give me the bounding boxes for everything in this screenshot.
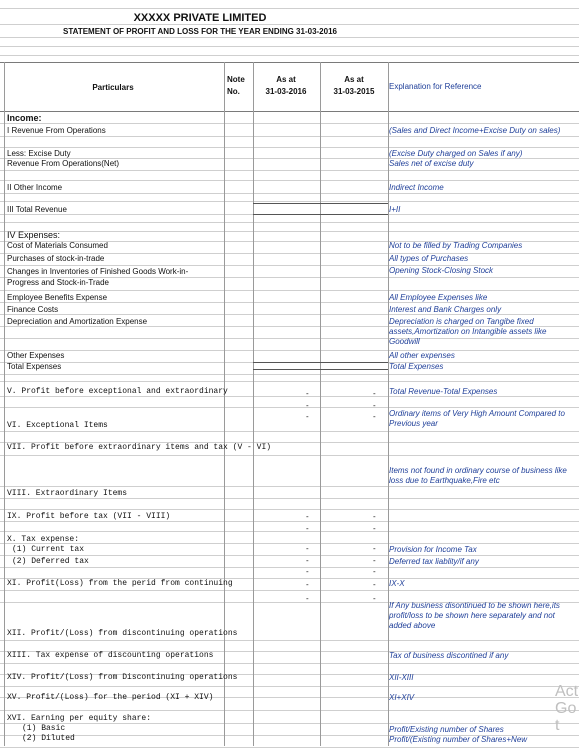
row-revenue-from-operations: I Revenue From Operations bbox=[7, 126, 106, 135]
amount-dash: - bbox=[373, 412, 376, 421]
grid-row-line bbox=[0, 486, 579, 487]
expl-employee-benefits: All Employee Expenses like bbox=[389, 293, 488, 302]
grid-row-line bbox=[0, 170, 579, 171]
amount-dash: - bbox=[306, 594, 309, 603]
row-purchases: Purchases of stock-in-trade bbox=[7, 254, 105, 263]
row-finance-costs: Finance Costs bbox=[7, 305, 59, 314]
grid-row-line bbox=[0, 136, 579, 137]
expl-current-tax: Provision for Income Tax bbox=[389, 545, 477, 554]
row-revenue-net: Revenue From Operations(Net) bbox=[7, 159, 120, 168]
grid-row-line bbox=[0, 663, 579, 664]
grid-row-line bbox=[0, 686, 579, 687]
grid-row-line bbox=[0, 747, 579, 748]
expl-profit-from-discontinuing: XII-XIII bbox=[389, 673, 414, 682]
grid-row-line bbox=[0, 37, 579, 38]
total-underline bbox=[253, 203, 388, 204]
expl-deferred-tax: Deferred tax liablity/if any bbox=[389, 557, 479, 566]
row-eps: XVI. Earning per equity share: bbox=[7, 714, 152, 723]
expl-eps-diluted: Profit/(Existing number of Shares+New bbox=[389, 735, 528, 744]
grid-row-line bbox=[0, 590, 579, 591]
grid-row-line bbox=[0, 8, 579, 9]
row-deferred-tax: (2) Deferred tax bbox=[12, 557, 89, 566]
row-profit-discontinuing: XII. Profit/(Loss) from discontinuing operations bbox=[7, 629, 238, 638]
expl-profit-for-period: XI+XIV bbox=[389, 693, 415, 702]
expl-finance-costs: Interest and Bank Charges only bbox=[389, 305, 502, 314]
amount-dash: - bbox=[373, 580, 376, 589]
expl-tax-discounting: Tax of business discontined if any bbox=[389, 651, 509, 660]
grid-row-line bbox=[0, 381, 579, 382]
grid-row-line bbox=[0, 290, 579, 291]
row-other-income: II Other Income bbox=[7, 183, 63, 192]
expl-other-income: Indirect Income bbox=[389, 183, 444, 192]
statement-title: STATEMENT OF PROFIT AND LOSS FOR THE YEAR ENDING 31-03-2016 bbox=[63, 27, 337, 36]
row-changes-in-inventories: Changes in Inventories of Finished Goods Work-in-Progress and Stock-in-Trade bbox=[7, 267, 189, 287]
expl-total-expenses: Total Expenses bbox=[389, 362, 444, 371]
grid-row-line bbox=[0, 407, 579, 408]
grid-row-line bbox=[0, 231, 579, 232]
table-border-line bbox=[0, 62, 579, 63]
amount-dash: - bbox=[373, 556, 376, 565]
header-explanation: Explanation for Reference bbox=[389, 82, 482, 91]
row-current-tax: (1) Current tax bbox=[12, 545, 85, 554]
row-tax-discounting: XIII. Tax expense of discounting operations bbox=[7, 651, 214, 660]
amount-dash: - bbox=[373, 389, 376, 398]
amount-dash: - bbox=[373, 401, 376, 410]
amount-dash: - bbox=[306, 567, 309, 576]
grid-row-line bbox=[0, 509, 579, 510]
total-underline bbox=[253, 362, 388, 363]
row-other-expenses: Other Expenses bbox=[7, 351, 65, 360]
expl-profit-discontinuing: If Any business disontinued to be shown here,its profit/loss to be shown here separately and not added above bbox=[389, 601, 560, 630]
grid-row-line bbox=[0, 710, 579, 711]
grid-row-line bbox=[0, 180, 579, 181]
expl-eps-basic: Profit/Existing number of Shares bbox=[389, 725, 504, 734]
expl-extraordinary-items: Items not found in ordinary course of business like loss due to Earthquake,Fire etc bbox=[389, 466, 567, 485]
grid-row-line bbox=[0, 567, 579, 568]
grid-column-line bbox=[224, 62, 225, 746]
grid-row-line bbox=[0, 24, 579, 25]
grid-row-line bbox=[0, 193, 579, 194]
amount-dash: - bbox=[306, 544, 309, 553]
row-cost-of-materials: Cost of Materials Consumed bbox=[7, 241, 108, 250]
grid-row-line bbox=[0, 640, 579, 641]
grid-row-line bbox=[0, 431, 579, 432]
amount-dash: - bbox=[373, 544, 376, 553]
company-name: XXXXX PRIVATE LIMITED bbox=[133, 12, 267, 24]
row-profit-for-period: XV. Profit/(Loss) for the period (XI + XIV) bbox=[7, 693, 214, 702]
amount-dash: - bbox=[373, 567, 376, 576]
total-underline bbox=[253, 369, 388, 370]
row-profit-before-extraordinary: VII. Profit before extraordinary items and tax (V - VI) bbox=[7, 443, 272, 452]
expl-profit-continuing: IX-X bbox=[389, 579, 405, 588]
expl-total-revenue: I+II bbox=[389, 205, 401, 214]
row-income: Income: bbox=[7, 113, 42, 123]
row-profit-continuing: XI. Profit(Loss) from the perid from continuing bbox=[7, 579, 233, 588]
grid-row-line bbox=[0, 46, 579, 47]
grid-row-line bbox=[0, 147, 579, 148]
grid-row-line bbox=[0, 555, 579, 556]
grid-row-line bbox=[0, 455, 579, 456]
row-depreciation: Depreciation and Amortization Expense bbox=[7, 317, 148, 326]
expl-revenue-from-operations: (Sales and Direct Income+Excise Duty on sales) bbox=[389, 126, 561, 135]
grid-row-line bbox=[0, 55, 579, 56]
grid-column-line bbox=[320, 62, 321, 746]
row-less-excise-duty: Less: Excise Duty bbox=[7, 149, 71, 158]
row-profit-before-exceptional: V. Profit before exceptional and extraordinary bbox=[7, 387, 228, 396]
header-particulars: Particulars bbox=[92, 83, 134, 92]
row-expenses-heading: IV Expenses: bbox=[7, 230, 61, 240]
expl-cost-of-materials: Not to be filled by Trading Companies bbox=[389, 241, 523, 250]
row-profit-from-discontinuing: XIV. Profit/(Loss) from Discontinuing operations bbox=[7, 673, 238, 682]
expl-other-expenses: All other expenses bbox=[389, 351, 455, 360]
amount-dash: - bbox=[306, 556, 309, 565]
row-tax-expense: X. Tax expense: bbox=[7, 535, 80, 544]
amount-dash: - bbox=[306, 580, 309, 589]
row-eps-basic: (1) Basic bbox=[22, 724, 66, 733]
total-underline bbox=[253, 214, 388, 215]
amount-dash: - bbox=[306, 389, 309, 398]
row-exceptional-items: VI. Exceptional Items bbox=[7, 421, 108, 430]
grid-row-line bbox=[0, 123, 579, 124]
row-total-expenses: Total Expenses bbox=[7, 362, 62, 371]
grid-row-line bbox=[0, 531, 579, 532]
amount-dash: - bbox=[373, 524, 376, 533]
expl-excise-duty: (Excise Duty charged on Sales if any) bbox=[389, 149, 523, 158]
amount-dash: - bbox=[306, 401, 309, 410]
grid-row-line bbox=[0, 201, 579, 202]
amount-dash: - bbox=[373, 594, 376, 603]
amount-dash: - bbox=[306, 412, 309, 421]
grid-row-line bbox=[0, 374, 579, 375]
amount-dash: - bbox=[306, 524, 309, 533]
expl-changes-in-inventories: Opening Stock-Closing Stock bbox=[389, 266, 494, 275]
header-note: Note No. bbox=[227, 75, 245, 96]
table-border-line bbox=[0, 111, 579, 112]
expl-purchases: All types of Purchases bbox=[389, 254, 469, 263]
row-total-revenue: III Total Revenue bbox=[7, 205, 67, 214]
row-eps-diluted: (2) Diluted bbox=[22, 734, 75, 743]
row-profit-before-tax: IX. Profit before tax (VII - VIII) bbox=[7, 512, 171, 521]
grid-column-line bbox=[4, 62, 5, 746]
expl-depreciation: Depreciation is charged on Tangibe fixed assets,Amortization on Intangible assets like Goodwill bbox=[389, 317, 547, 346]
header-as-at-2016: As at 31-03-2016 bbox=[265, 75, 307, 96]
header-as-at-2015: As at 31-03-2015 bbox=[333, 75, 375, 96]
activation-watermark: Act Go t bbox=[555, 683, 579, 734]
grid-row-line bbox=[0, 543, 579, 544]
expl-exceptional-items: Ordinary items of Very High Amount Compared to Previous year bbox=[389, 409, 565, 428]
expl-revenue-net: Sales net of excise duty bbox=[389, 159, 474, 168]
row-extraordinary-items: VIII. Extraordinary Items bbox=[7, 489, 128, 498]
grid-column-line bbox=[253, 62, 254, 746]
amount-dash: - bbox=[306, 512, 309, 521]
expl-profit-before-exceptional: Total Revenue-Total Expenses bbox=[389, 387, 498, 396]
row-employee-benefits: Employee Benefits Expense bbox=[7, 293, 108, 302]
amount-dash: - bbox=[373, 512, 376, 521]
grid-row-line bbox=[0, 222, 579, 223]
